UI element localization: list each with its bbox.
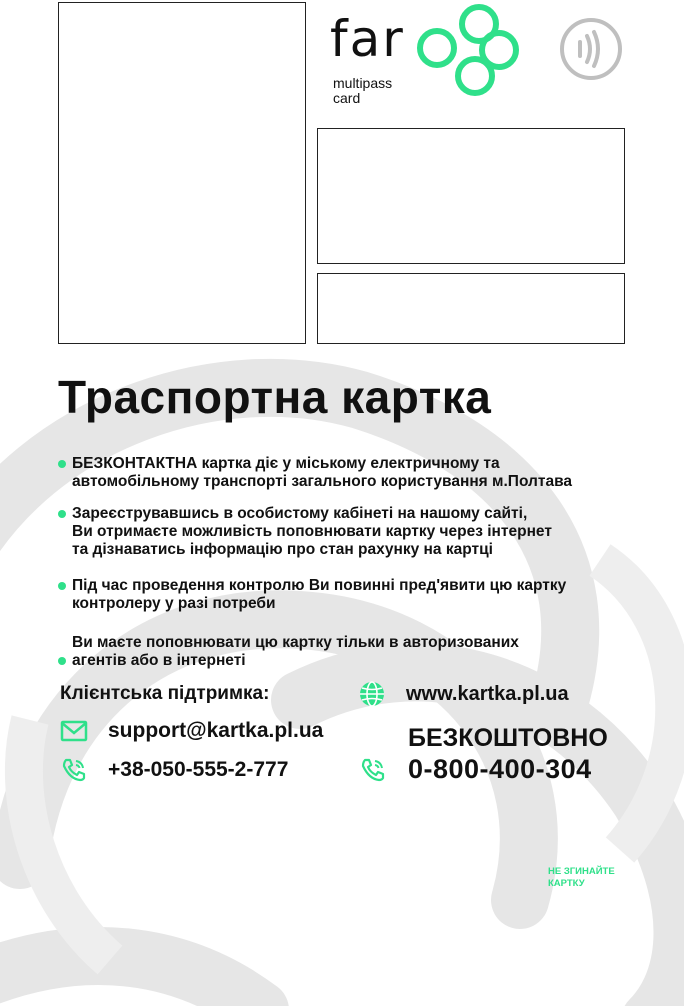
bullet-dot-icon <box>58 510 66 518</box>
name-box <box>317 128 625 264</box>
bullet-dot-icon <box>58 460 66 468</box>
phone-icon <box>60 756 88 784</box>
do-not-fold-line2: КАРТКУ <box>548 878 585 889</box>
support-phone-number[interactable]: +38-050-555-2-777 <box>108 758 289 781</box>
support-label: Клієнтська підтримка: <box>60 683 270 704</box>
do-not-fold-line1: НЕ ЗГИНАЙТЕ <box>548 866 615 877</box>
bullet-1-line-1: БЕЗКОНТАКТНА картка діє у міському електричному та <box>72 455 500 472</box>
brand-logo-rings-icon <box>415 2 527 98</box>
brand-sub-line1: multipass <box>333 75 393 91</box>
bullet-3-line-1: Під час проведення контролю Ви повинні пред'явити цю картку <box>72 577 567 594</box>
envelope-icon <box>60 717 88 745</box>
brand-logo-text: far <box>330 10 405 68</box>
info-bullet-2 <box>58 505 658 559</box>
contactless-icon <box>558 16 624 82</box>
bullet-4-line-1: Ви маєте поповнювати цю картку тільки в авторизованих <box>72 634 519 651</box>
support-email-row <box>60 717 323 745</box>
free-call-label: БЕЗКОШТОВНО <box>408 724 608 752</box>
free-call-number[interactable]: 0-800-400-304 <box>408 754 592 784</box>
support-email-link[interactable]: support@kartka.pl.ua <box>108 719 324 742</box>
bullet-3-line-2: контролеру у разі потреби <box>72 595 276 612</box>
brand-sub-line2: card <box>333 90 361 106</box>
info-bullet-list <box>58 455 658 670</box>
info-bullet-4 <box>58 634 658 670</box>
brand-subtitle <box>333 76 392 106</box>
bullet-2-line-2: Ви отримаєте можливість поповнювати картку через інтернет <box>72 523 552 540</box>
support-phone-row <box>60 756 288 784</box>
card-title: Траспортна картка <box>58 371 492 423</box>
globe-icon <box>358 680 386 708</box>
bullet-4-line-2: агентів або в інтернеті <box>72 652 246 669</box>
website-link[interactable]: www.kartka.pl.ua <box>406 682 569 705</box>
bullet-dot-icon <box>58 582 66 590</box>
photo-box <box>58 2 306 344</box>
website-row <box>358 680 569 708</box>
bullet-2-line-1: Зареєструвавшись в особистому кабінеті на нашому сайті, <box>72 505 528 522</box>
bullet-dot-icon <box>58 657 66 665</box>
bullet-1-line-2: автомобільному транспорті загального користування м.Полтава <box>72 473 573 490</box>
info-bullet-1 <box>58 455 658 491</box>
info-bullet-3 <box>58 577 658 613</box>
number-box <box>317 273 625 344</box>
do-not-fold-note <box>548 866 615 890</box>
phone-icon <box>360 757 386 783</box>
bullet-2-line-3: та дізнаватись інформацію про стан рахунку на картці <box>72 541 493 558</box>
